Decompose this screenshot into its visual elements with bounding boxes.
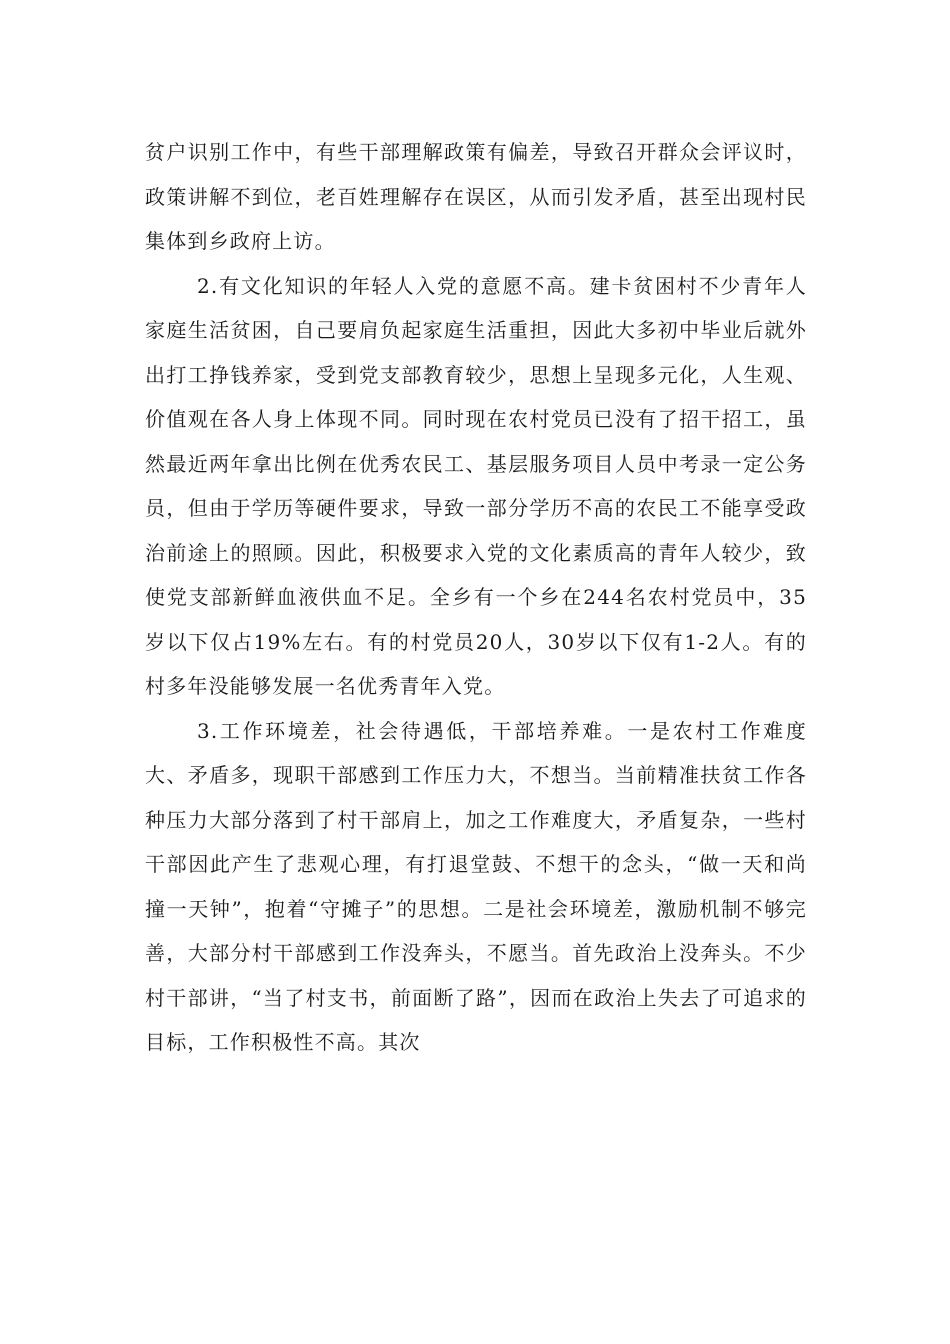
paragraph-item-3: 3.工作环境差，社会待遇低，干部培养难。一是农村工作难度大、矛盾多，现职干部感到工作压力大，不想当。当前精准扶贫工作各种压力大部分落到了村干部肩上，加之工作难度大，矛盾复杂，一些村干部因此产生了悲观心理，有打退堂鼓、不想干的念头，“做一天和尚撞一天钟”，抱着“守摊子”的思想。二是社会环境差，激励机制不够完善，大部分村干部感到工作没奔头，不愿当。首先政治上没奔头。不少村干部讲，“当了村支书，前面断了路”，因而在政治上失去了可追求的目标，工作积极性不高。其次: [145, 718, 807, 1054]
paragraph-continuation: 贫户识别工作中，有些干部理解政策有偏差，导致召开群众会评议时，政策讲解不到位，老百姓理解存在误区，从而引发矛盾，甚至出现村民集体到乡政府上访。: [145, 140, 807, 253]
document-body: [145, 130, 807, 1065]
paragraph-item-2: 2.有文化知识的年轻人入党的意愿不高。建卡贫困村不少青年人家庭生活贫困，自己要肩负起家庭生活重担，因此大多初中毕业后就外出打工挣钱养家，受到党支部教育较少，思想上呈现多元化，人生观、价值观在各人身上体现不同。同时现在农村党员已没有了招干招工，虽然最近两年拿出比例在优秀农民工、基层服务项目人员中考录一定公务员，但由于学历等硬件要求，导致一部分学历不高的农民工不能享受政治前途上的照顾。因此，积极要求入党的文化素质高的青年人较少，致使党支部新鲜血液供血不足。全乡有一个乡在244名农村党员中，35岁以下仅占19%左右。有的村党员20人，30岁以下仅有1-2人。有的村多年没能够发展一名优秀青年入党。: [145, 273, 807, 698]
